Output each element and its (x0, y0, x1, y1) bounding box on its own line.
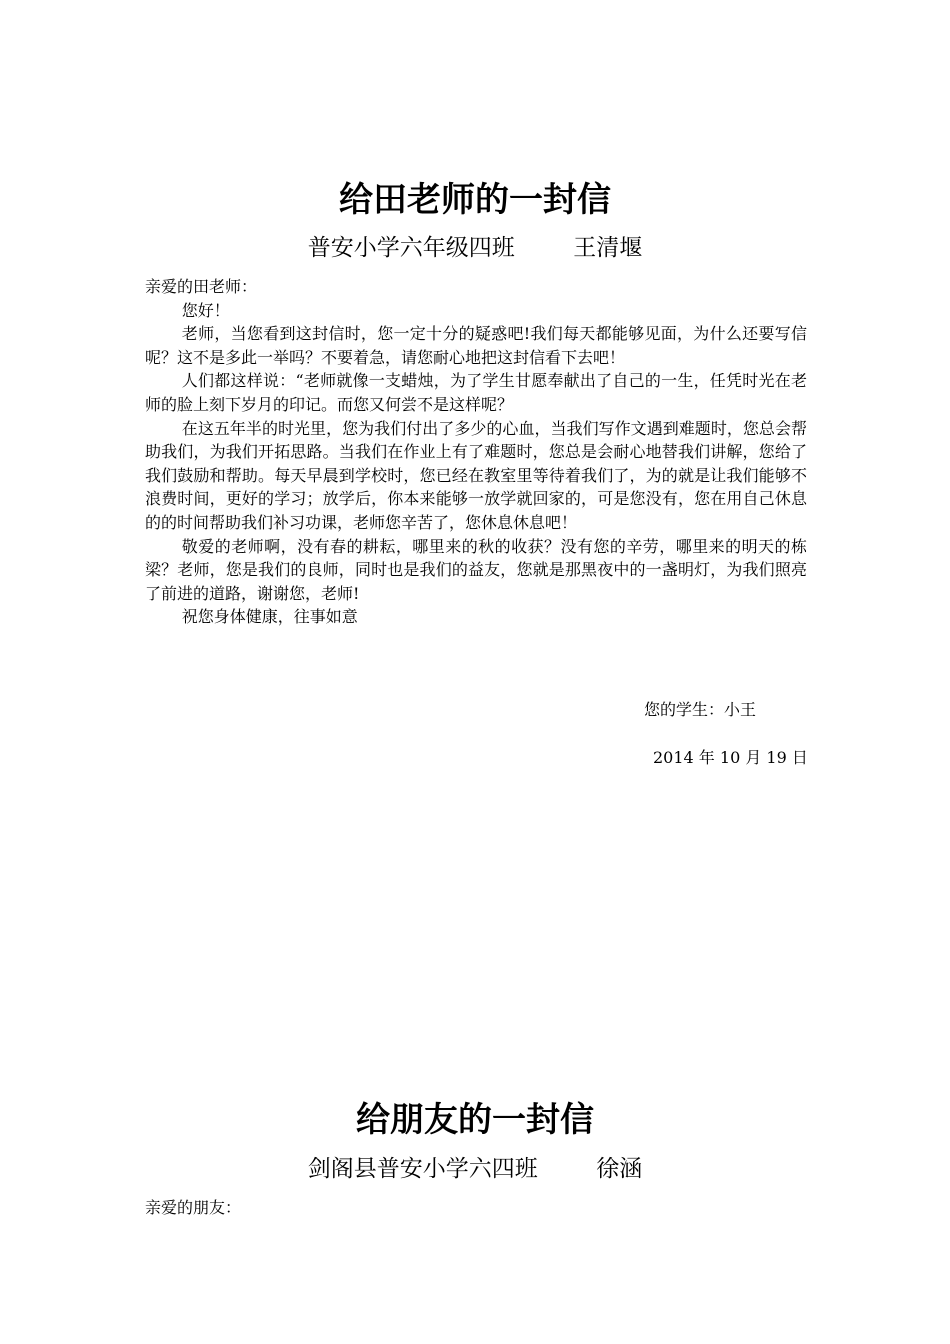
letter1-paragraph: 敬爱的老师啊，没有春的耕耘，哪里来的秋的收获？没有您的辛劳，哪里来的明天的栋梁？老师，您是我们的良师，同时也是我们的益友，您就是那黑夜中的一盏明灯，为我们照亮了前进的道路，谢谢您，老师! (145, 536, 807, 603)
letter1-paragraph: 祝您身体健康，往事如意 (181, 607, 358, 627)
letter1-subtitle: 普安小学六年级四班 王清堰 (307, 235, 643, 261)
letter1-paragraph: 人们都这样说：“老师就像一支蜡烛，为了学生甘愿奉献出了自己的一生，任凭时光在老师的脸上刻下岁月的印记。而您又何尝不是这样呢？ (145, 371, 807, 414)
letter1-date: 2014 年 10 月 19 日 (653, 748, 808, 767)
letter1-paragraph: 在这五年半的时光里，您为我们付出了多少的心血，当我们写作文遇到难题时，您总会帮助我们，为我们开拓思路。当我们在作业上有了难题时，您总是会耐心地替我们讲解，您给了我们鼓励和帮助。每天早晨到学校时，您已经在教室里等待着我们了，为的就是让我们能够不浪费时间，更好的学习；放学后，你本来能够一放学就回家的，可是您没有，您在用自己休息的的时间帮助我们补习功课，老师您辛苦了，您休息休息吧！ (145, 418, 807, 532)
letter1-signature: 您的学生：小王 (644, 700, 757, 719)
letter2-title: 给朋友的一封信 (356, 1100, 594, 1140)
letter2-salutation: 亲爱的朋友： (145, 1198, 242, 1217)
letter2-subtitle: 剑阁县普安小学六四班 徐涵 (307, 1156, 643, 1182)
letter1-paragraph: 老师，当您看到这封信时，您一定十分的疑惑吧!我们每天都能够见面，为什么还要写信呢？这不是多此一举吗？不要着急，请您耐心地把这封信看下去吧！ (145, 324, 807, 367)
letter1-salutation: 亲爱的田老师： (145, 277, 258, 296)
letter1-title: 给田老师的一封信 (339, 180, 611, 220)
letter1-body (145, 275, 807, 629)
letter1-paragraph: 您好！ (181, 300, 230, 320)
